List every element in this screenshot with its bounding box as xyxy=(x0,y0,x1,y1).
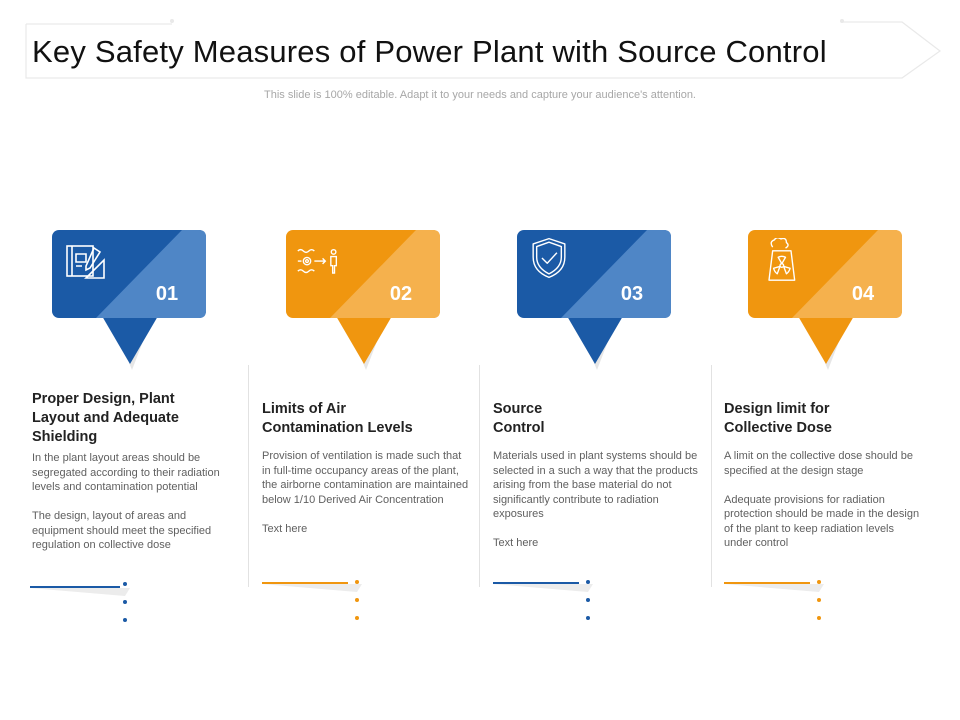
measure-description xyxy=(724,449,924,565)
shield-check-icon xyxy=(527,236,571,280)
description-paragraph: The design, layout of areas and equipment should meet the specified regulation on collective dose xyxy=(32,510,212,551)
heading-line: Design limit for xyxy=(724,401,830,417)
footer-accent-line xyxy=(493,578,623,598)
measure-heading xyxy=(724,400,914,438)
description-paragraph: Materials used in plant systems should be selected in a such a way that the products arising from the base material do not significantly contribute to radiation exposures xyxy=(493,450,698,520)
air-flow-person-icon xyxy=(296,240,340,284)
description-paragraph: In the plant layout areas should be segregated according to their radiation levels and contamination potential xyxy=(32,452,220,493)
nuclear-plant-icon xyxy=(758,238,802,282)
step-number: 04 xyxy=(851,283,875,305)
column-divider xyxy=(711,365,712,587)
measure-heading xyxy=(493,400,683,438)
description-paragraph: Provision of ventilation is made such that in full-time occupancy areas of the plant, the airborne contamination are maintained below 1/10 Derived Air Concentration xyxy=(262,450,469,506)
measure-description xyxy=(32,451,237,567)
measure-heading xyxy=(262,400,452,438)
page-subtitle: This slide is 100% editable. Adapt it to your needs and capture your audience's attention. xyxy=(264,89,696,101)
step-number: 03 xyxy=(620,283,644,305)
heading-line: Collective Dose xyxy=(724,420,832,436)
heading-line: Limits of Air xyxy=(262,401,347,417)
heading-line: Proper Design, Plant xyxy=(32,391,175,407)
measure-description xyxy=(493,449,703,565)
footer-accent-line xyxy=(724,578,854,598)
description-paragraph: Text here xyxy=(262,522,308,535)
footer-dots xyxy=(817,580,827,586)
column-divider xyxy=(479,365,480,587)
step-number: 02 xyxy=(389,283,413,305)
description-paragraph: Text here xyxy=(493,537,539,549)
step-number: 01 xyxy=(155,283,179,305)
description-paragraph: A limit on the collective dose should be specified at the design stage xyxy=(724,450,913,477)
blueprint-icon xyxy=(64,240,108,284)
heading-line: Shielding xyxy=(32,429,98,445)
footer-accent-line xyxy=(30,578,160,598)
heading-line: Layout and Adequate xyxy=(32,410,179,426)
description-paragraph: Adequate provisions for radiation protection should be made in the design of the plant to keep radiation levels under control xyxy=(724,493,920,549)
heading-line: Control xyxy=(493,420,545,436)
footer-dots xyxy=(123,582,133,588)
footer-dots xyxy=(355,580,365,586)
measure-description xyxy=(262,449,472,551)
heading-line: Source xyxy=(493,401,543,417)
column-divider xyxy=(248,365,249,587)
page-title: Key Safety Measures of Power Plant with Source Control xyxy=(32,34,827,69)
footer-dots xyxy=(586,580,596,586)
measure-heading xyxy=(32,390,222,447)
heading-line: Contamination Levels xyxy=(262,420,413,436)
footer-accent-line xyxy=(262,578,392,598)
